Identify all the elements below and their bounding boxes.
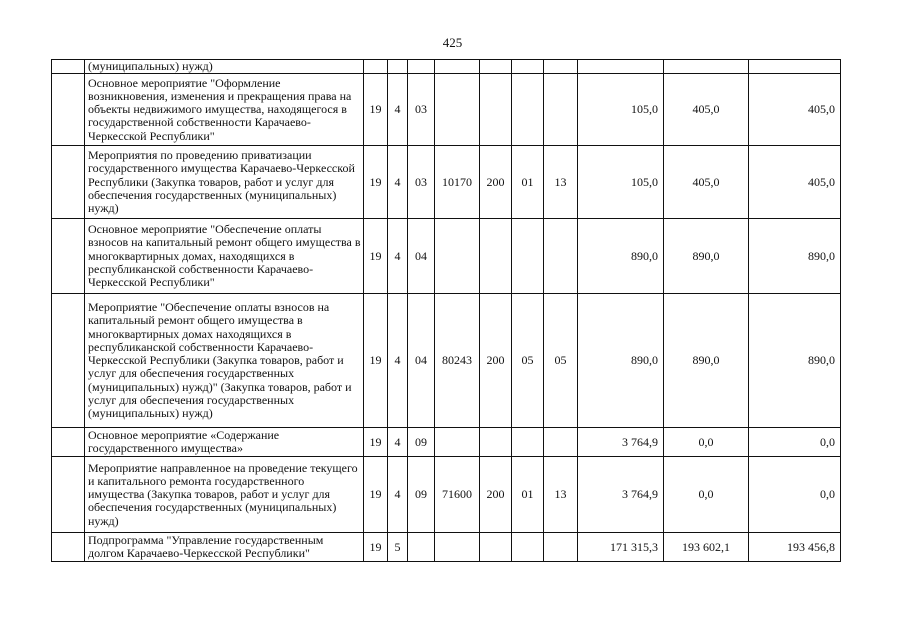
amount-1: 890,0 [578, 219, 664, 294]
blank-cell [52, 294, 85, 428]
code-gr: 19 [364, 457, 388, 533]
row-name: Мероприятие направленное на проведение текущего и капитального ремонта государственного имущества (Закупка товаров, работ и услуг для обеспечения государственных (муниципальных) нужд) [85, 457, 364, 533]
code-vr: 200 [480, 294, 512, 428]
blank-cell [52, 533, 85, 562]
blank-cell [52, 457, 85, 533]
row-name: Мероприятия по проведению приватизации государственного имущества Карачаево-Черкесской Республики (Закупка товаров, работ и услуг для обеспечения государственных (муниципальных) нужд) [85, 146, 364, 219]
amount-2: 890,0 [664, 219, 749, 294]
row-name: Основное мероприятие "Обеспечение оплаты взносов на капитальный ремонт общего имущества в многоквартирных домах, находящихся в республиканской собственности Карачаево-Черкесской Республики" [85, 219, 364, 294]
amount-3 [749, 60, 841, 74]
code-vr [480, 533, 512, 562]
table-row [52, 146, 841, 219]
code-pz: 05 [544, 294, 578, 428]
code-gr [364, 60, 388, 74]
code-cs2 [435, 533, 480, 562]
row-name: Основное мероприятие «Содержание государственного имущества» [85, 428, 364, 457]
code-rz [512, 428, 544, 457]
code-rz: 01 [512, 457, 544, 533]
code-pz [544, 74, 578, 146]
code-pr: 4 [388, 294, 408, 428]
code-rz [512, 533, 544, 562]
amount-3: 405,0 [749, 146, 841, 219]
row-name: (муниципальных) нужд) [85, 60, 364, 74]
row-name: Подпрограмма "Управление государственным долгом Карачаево-Черкесской Республики" [85, 533, 364, 562]
table-row [52, 533, 841, 562]
amount-3: 890,0 [749, 219, 841, 294]
code-vr: 200 [480, 146, 512, 219]
code-pz [544, 428, 578, 457]
code-vr [480, 74, 512, 146]
code-cs2 [435, 74, 480, 146]
amount-2: 0,0 [664, 428, 749, 457]
amount-2 [664, 60, 749, 74]
amount-1: 105,0 [578, 74, 664, 146]
code-cs2: 71600 [435, 457, 480, 533]
code-vr [480, 428, 512, 457]
blank-cell [52, 146, 85, 219]
code-pr: 5 [388, 533, 408, 562]
blank-cell [52, 60, 85, 74]
code-gr: 19 [364, 294, 388, 428]
code-vr [480, 60, 512, 74]
amount-2: 193 602,1 [664, 533, 749, 562]
code-pr: 4 [388, 146, 408, 219]
table-row [52, 457, 841, 533]
code-pr: 4 [388, 457, 408, 533]
code-rz [512, 219, 544, 294]
table-row [52, 219, 841, 294]
code-rz: 01 [512, 146, 544, 219]
code-gr: 19 [364, 533, 388, 562]
amount-1: 3 764,9 [578, 457, 664, 533]
code-cs2 [435, 60, 480, 74]
code-pz [544, 533, 578, 562]
code-cs2 [435, 428, 480, 457]
code-cs2: 80243 [435, 294, 480, 428]
code-pz: 13 [544, 146, 578, 219]
code-cs1: 03 [408, 74, 435, 146]
code-gr: 19 [364, 428, 388, 457]
code-cs2: 10170 [435, 146, 480, 219]
code-pz: 13 [544, 457, 578, 533]
code-vr: 200 [480, 457, 512, 533]
code-cs1: 09 [408, 457, 435, 533]
amount-1: 171 315,3 [578, 533, 664, 562]
amount-3: 405,0 [749, 74, 841, 146]
budget-table [51, 59, 841, 562]
code-vr [480, 219, 512, 294]
code-cs1: 04 [408, 219, 435, 294]
blank-cell [52, 428, 85, 457]
amount-3: 0,0 [749, 457, 841, 533]
table-row [52, 294, 841, 428]
blank-cell [52, 219, 85, 294]
page-number: 425 [442, 35, 463, 50]
row-name: Мероприятие "Обеспечение оплаты взносов на капитальный ремонт общего имущества в многоквартирных домах находящихся в республиканской собственности Карачаево-Черкесской Республики (Закупка товаров, работ и услуг для обеспечения государственных (муниципальных) нужд)" (Закупка товаров, работ и услуг для обеспечения государственных (муниципальных) нужд) [85, 294, 364, 428]
code-rz: 05 [512, 294, 544, 428]
amount-2: 405,0 [664, 74, 749, 146]
amount-1 [578, 60, 664, 74]
table-row [52, 428, 841, 457]
code-cs2 [435, 219, 480, 294]
code-pr: 4 [388, 428, 408, 457]
code-rz [512, 74, 544, 146]
code-gr: 19 [364, 74, 388, 146]
code-pr: 4 [388, 219, 408, 294]
amount-2: 890,0 [664, 294, 749, 428]
amount-3: 193 456,8 [749, 533, 841, 562]
amount-1: 3 764,9 [578, 428, 664, 457]
code-pr: 4 [388, 74, 408, 146]
code-rz [512, 60, 544, 74]
amount-2: 405,0 [664, 146, 749, 219]
code-gr: 19 [364, 146, 388, 219]
table-row [52, 60, 841, 74]
code-cs1 [408, 60, 435, 74]
code-cs1: 09 [408, 428, 435, 457]
code-cs1: 03 [408, 146, 435, 219]
amount-1: 890,0 [578, 294, 664, 428]
amount-2: 0,0 [664, 457, 749, 533]
code-pr [388, 60, 408, 74]
code-cs1 [408, 533, 435, 562]
code-gr: 19 [364, 219, 388, 294]
code-pz [544, 60, 578, 74]
code-pz [544, 219, 578, 294]
amount-1: 105,0 [578, 146, 664, 219]
row-name: Основное мероприятие "Оформление возникновения, изменения и прекращения права на объекты недвижимого имущества, находящегося в государственной собственности Карачаево-Черкесской Республики" [85, 74, 364, 146]
amount-3: 0,0 [749, 428, 841, 457]
code-cs1: 04 [408, 294, 435, 428]
amount-3: 890,0 [749, 294, 841, 428]
table-row [52, 74, 841, 146]
blank-cell [52, 74, 85, 146]
